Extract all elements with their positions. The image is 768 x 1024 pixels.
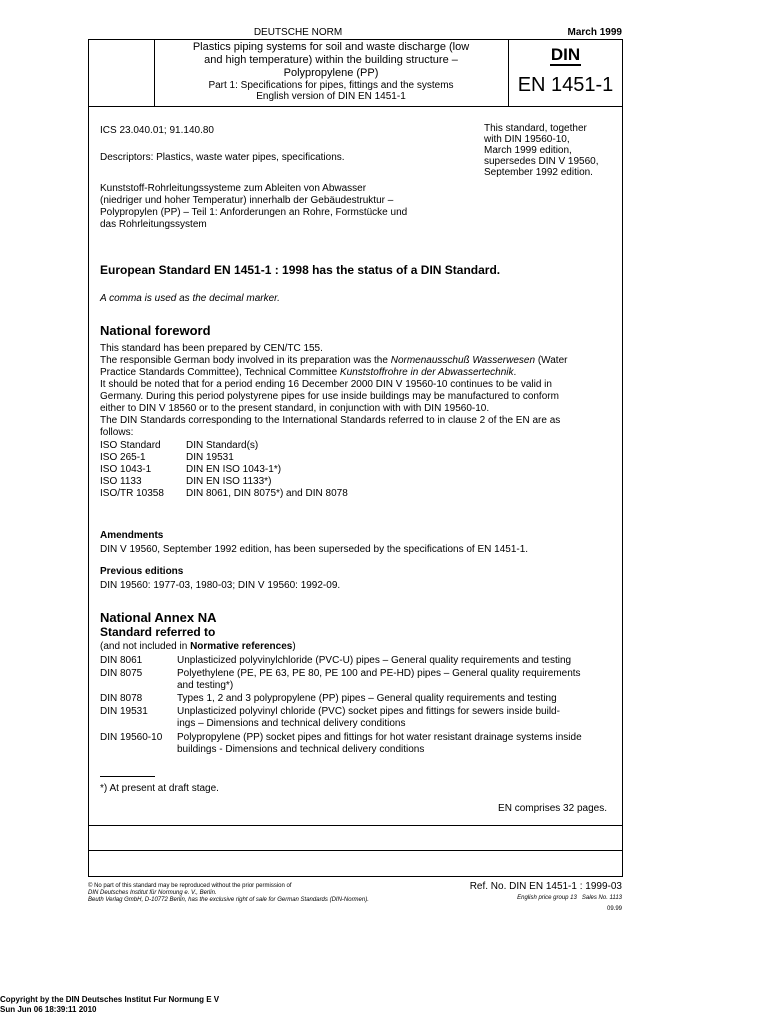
table-cell: DIN 8061, DIN 8075*) and DIN 8078 [186,488,348,499]
german-title-line: Kunststoff-Rohrleitungssysteme zum Ableiten von Abwasser [100,183,367,194]
text-run: Normative references [190,641,293,652]
watermark-line: Copyright by the DIN Deutsches Institut Fur Normung E V [0,995,220,1004]
foreword-body [100,343,615,500]
title-line: Polypropylene (PP) [283,67,379,79]
table-cell [177,668,615,693]
table-row [100,464,348,476]
foreword-paragraph: Germany. During this period polystyrene pipes for use inside buildings may be manufactured to conform [100,391,559,402]
watermark-line: Sun Jun 06 18:39:11 2010 [0,1005,97,1014]
annex-subheading: Standard referred to [100,625,216,639]
divider [88,106,623,107]
table-row [100,655,615,668]
german-title [100,183,407,231]
annex-desc-line: Polyethylene (PE, PE 63, PE 80, PE 100 and PE-HD) pipes – General quality requirements [177,668,581,679]
foreword-paragraph: The DIN Standards corresponding to the International Standards referred to in clause 2 of the EN are as [100,415,561,426]
text-run: Practice Standards Committee), Technical Committee [100,367,340,378]
standard-number: EN 1451-1 [517,74,614,96]
subtitle-line: English version of DIN EN 1451-1 [256,91,406,102]
amendments-text: DIN V 19560, September 1992 edition, has been superseded by the specifications of EN 1451-1. [100,544,529,555]
table-cell: DIN 19531 [100,706,148,717]
copyright-notice [88,883,448,904]
table-cell [177,706,615,732]
text-run: ) [292,641,296,652]
divider [88,850,623,851]
annex-desc-line: ings – Dimensions and technical delivery conditions [177,718,406,729]
table-cell [177,693,615,706]
subtitle-line: Part 1: Specifications for pipes, fittings and the systems [208,80,454,91]
annex-desc-line: and testing*) [177,680,234,691]
text-run: Kunststoffrohre in der Abwassertechnik [339,367,514,378]
table-cell: DIN EN ISO 1133*) [186,476,272,487]
table-cell [177,732,615,756]
text-run: The responsible German body involved in its preparation was the [100,355,391,366]
previous-text: DIN 19560: 1977-03, 1980-03; DIN V 19560: 1992-09. [100,580,341,591]
table-cell [177,655,615,668]
supersedes-line: This standard, together [484,123,587,134]
table-row [100,452,348,464]
table-cell: DIN EN ISO 1043-1*) [186,464,282,475]
copyright-line: © No part of this standard may be reproduced without the prior permission of [88,883,292,889]
table-cell: ISO 265-1 [100,452,146,463]
annex-table [100,655,615,756]
text-run: (Water [535,355,568,366]
table-header-row [100,440,348,452]
foreword-paragraph: This standard has been prepared by CEN/TC 155. [100,343,323,354]
footnote-rule [100,776,155,777]
table-row [100,693,615,706]
divider [154,39,155,106]
table-row [100,476,348,488]
price-info [420,895,622,902]
table-row [100,706,615,732]
table-cell: DIN 8075 [100,668,143,679]
norm-label: DEUTSCHE NORM [253,27,343,38]
title-block [156,41,506,102]
decimal-note: A comma is used as the decimal marker. [100,293,280,304]
price-group: English price group 13 [517,895,577,901]
table-row [100,668,615,693]
annex-desc-line: Types 1, 2 and 3 polypropylene (PP) pipes – General quality requirements and testing [177,693,557,704]
status-statement: European Standard EN 1451-1 : 1998 has the status of a DIN Standard. [100,263,501,277]
table-row [100,732,615,756]
supersedes-line: supersedes DIN V 19560, [484,156,599,167]
annex-desc-line: Polypropylene (PP) socket pipes and fittings for hot water resistant drainage systems inside [177,732,582,743]
supersedes-line: March 1999 edition, [484,145,572,156]
annex-desc-line: buildings - Dimensions and technical delivery conditions [177,744,425,755]
iso-din-table [100,440,348,500]
annex-heading: National Annex NA [100,610,217,625]
sales-number: Sales No. 1113 [581,895,622,901]
title-line: and high temperature) within the building structure – [204,54,458,66]
foreword-paragraph [100,367,615,379]
copyright-line: Beuth Verlag GmbH, D-10772 Berlin, has the exclusive right of sale for German Standards (DIN-Normen). [88,897,369,903]
previous-heading: Previous editions [100,566,184,577]
german-title-line: Polypropylen (PP) – Teil 1: Anforderungen an Rohre, Formstücke und [100,207,408,218]
copyright-line: DIN Deutsches Institut für Normung e. V., Berlin. [88,890,217,896]
table-cell: DIN 19560-10 [100,732,163,743]
print-code: 09.99 [606,906,622,912]
footnote: *) At present at draft stage. [100,783,219,794]
copyright-watermark [0,995,219,1015]
table-header-cell: DIN Standard(s) [186,440,259,451]
table-cell: ISO 1043-1 [100,464,152,475]
table-cell: DIN 8078 [100,693,143,704]
table-cell: ISO 1133 [100,476,142,487]
descriptors: Descriptors: Plastics, waste water pipes, specifications. [100,152,345,163]
text-run: Normenausschuß Wasserwesen [390,355,536,366]
table-cell: ISO/TR 10358 [100,488,164,499]
annex-desc-line: Unplasticized polyvinylchloride (PVC-U) pipes – General quality requirements and testing [177,655,572,666]
text-run: (and not included in [100,641,191,652]
annex-desc-line: Unplasticized polyvinyl chloride (PVC) socket pipes and fittings for sewers inside build- [177,706,560,717]
reference-number: Ref. No. DIN EN 1451-1 : 1999-03 [469,881,622,892]
divider [88,825,623,826]
foreword-paragraph [100,355,615,367]
supersedes-note [484,123,599,178]
annex-note [100,641,296,653]
page-count: EN comprises 32 pages. [498,803,607,814]
din-logo-text: DIN [550,45,581,64]
issue-date: March 1999 [567,27,622,38]
supersedes-line: with DIN 19560-10, [484,134,570,145]
foreword-paragraph: It should be noted that for a period ending 16 December 2000 DIN V 19560-10 continues to be valid in [100,379,552,390]
ics-code: ICS 23.040.01; 91.140.80 [100,125,214,136]
german-title-line: (niedriger und hoher Temperatur) innerhalb der Gebäudestruktur – [100,195,394,206]
title-line: Plastics piping systems for soil and waste discharge (low [192,41,470,53]
table-cell: DIN 19531 [186,452,234,463]
text-run: . [513,367,517,378]
table-row [100,488,348,500]
table-header-cell: ISO Standard [100,440,161,451]
table-cell: DIN 8061 [100,655,143,666]
supersedes-line: September 1992 edition. [484,167,593,178]
din-logo [509,46,622,66]
foreword-paragraph: either to DIN V 18560 or to the present standard, in conjunction with with DIN 19560-10. [100,403,490,414]
foreword-paragraph: follows: [100,427,134,438]
german-title-line: das Rohrleitungssystem [100,219,207,230]
amendments-heading: Amendments [100,530,164,541]
foreword-heading: National foreword [100,323,211,338]
